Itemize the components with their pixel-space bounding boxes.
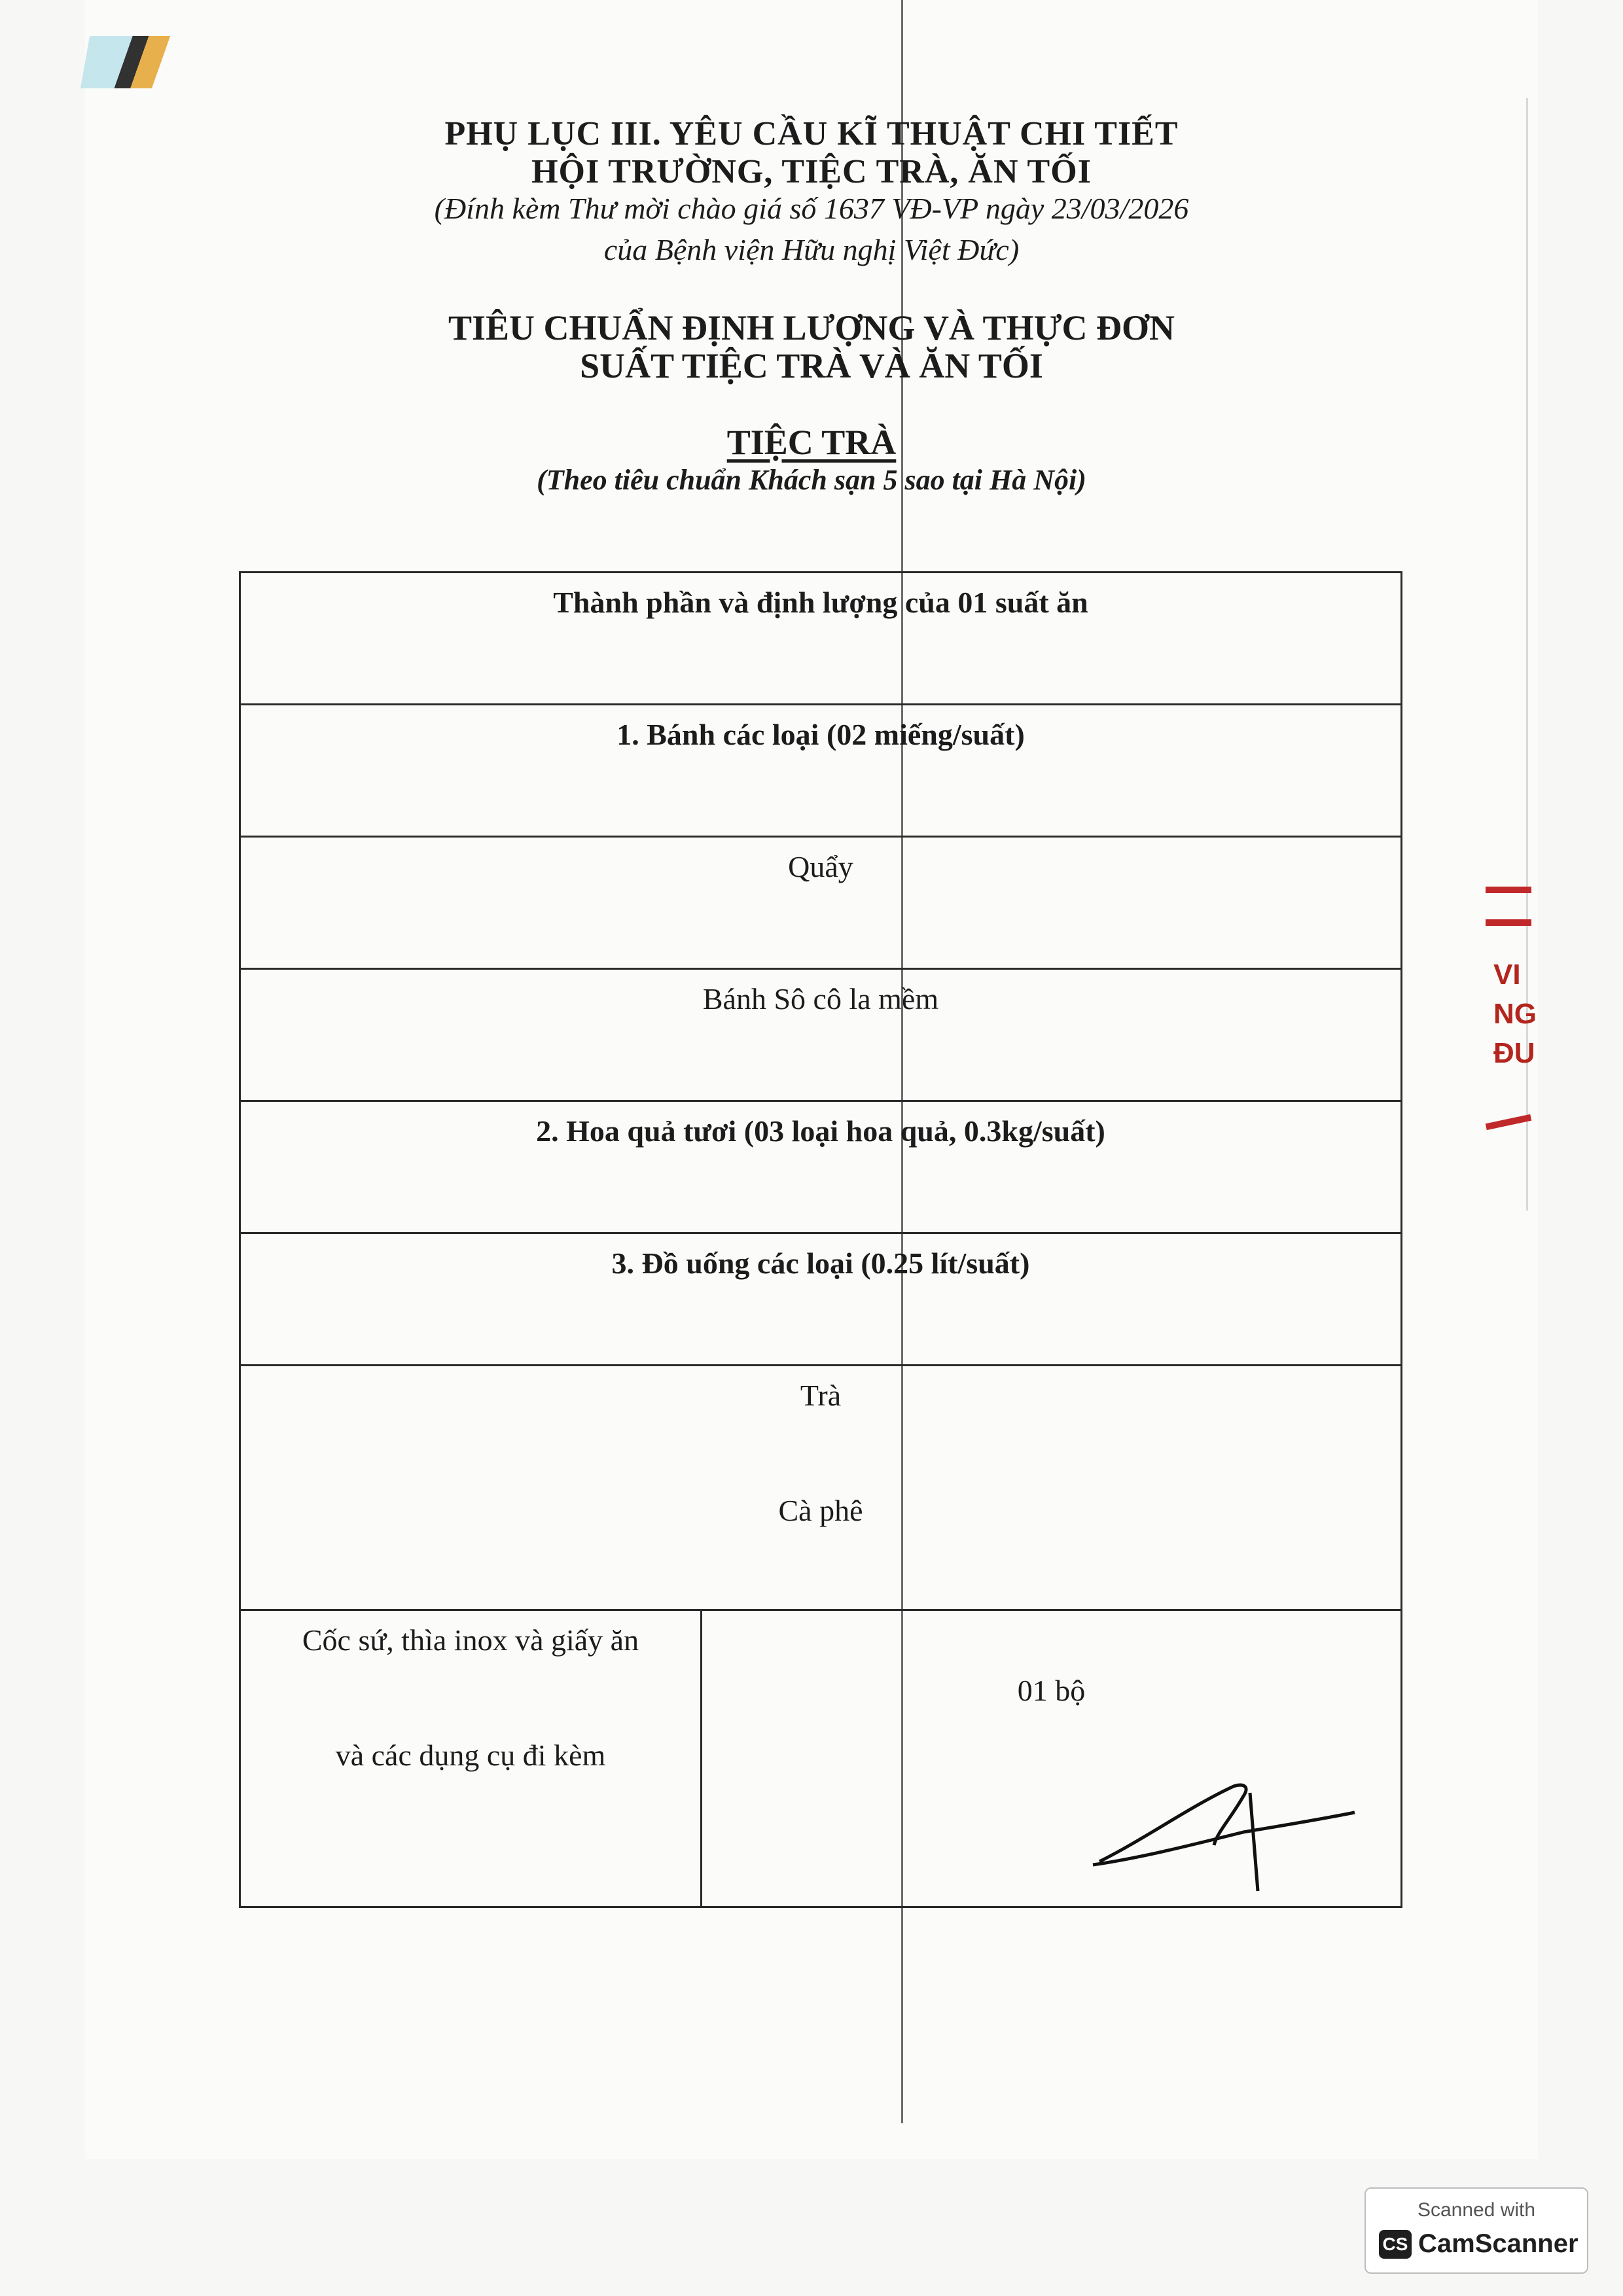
stamp-text: VI [1493,959,1521,991]
attachment-note-issuer: của Bệnh viện Hữu nghị Việt Đức) [603,233,1020,266]
table-row [240,705,1402,837]
signature-mark [1086,1767,1361,1898]
group-fruit-cell: 2. Hoa quả tươi (03 loại hoa quả, 0.3kg/suất) [240,1101,1402,1233]
scanned-with-label: Scanned with [1417,2199,1536,2221]
group-cakes-cell: 1. Bánh các loại (02 miếng/suất) [240,705,1402,837]
menu-table [239,571,1402,1908]
item-cell: Bánh Sô cô la mềm [240,969,1402,1101]
stamp-bar [1486,887,1531,893]
stamp-bar [1486,1114,1532,1130]
table-row [240,1233,1402,1366]
section-subtitle: (Theo tiêu chuẩn Khách sạn 5 sao tại Hà Nội) [537,464,1086,496]
scan-corner-artifact [80,36,188,88]
appendix-subtitle: HỘI TRƯỜNG, TIỆC TRÀ, ĂN TỐI [531,153,1092,190]
stamp-text: NG [1493,998,1537,1030]
camscanner-badge [1364,2187,1588,2274]
table-row [240,1366,1402,1610]
camscanner-icon: CS [1379,2230,1412,2259]
attachment-note: (Đính kèm Thư mời chào giá số 1637 VĐ-VP ngày 23/03/2026 [434,192,1189,225]
camscanner-brand-row [1379,2229,1578,2259]
drink-item: Cà phê [778,1494,863,1527]
red-stamp-fragment [1472,870,1544,1171]
group-drinks-cell: 3. Đồ uống các loại (0.25 lít/suất) [240,1233,1402,1366]
drink-item: Trà [800,1379,842,1412]
table-row [240,837,1402,969]
utensils-qty-cell: 01 bộ [702,1610,1402,1907]
table-row [240,573,1402,705]
item-cell: Quẩy [240,837,1402,969]
section-title: TIỆC TRÀ [726,423,897,462]
utensils-cell [240,1610,702,1907]
table-row [240,1101,1402,1233]
drinks-items-cell [240,1366,1402,1610]
stamp-text: ĐU [1493,1037,1535,1069]
utensils-text: Cốc sứ, thìa inox và giấy ăn [302,1623,639,1657]
stamp-bar [1486,919,1531,926]
table-row [240,969,1402,1101]
standard-subtitle: SUẤT TIỆC TRÀ VÀ ĂN TỐI [580,346,1043,385]
camscanner-label: CamScanner [1418,2229,1578,2258]
appendix-title: PHỤ LỤC III. YÊU CẦU KĨ THUẬT CHI TIẾT [444,115,1179,152]
table-header-cell: Thành phần và định lượng của 01 suất ăn [240,573,1402,705]
utensils-text: và các dụng cụ đi kèm [335,1739,606,1772]
standard-title: TIÊU CHUẨN ĐỊNH LƯỢNG VÀ THỰC ĐƠN [448,308,1175,347]
